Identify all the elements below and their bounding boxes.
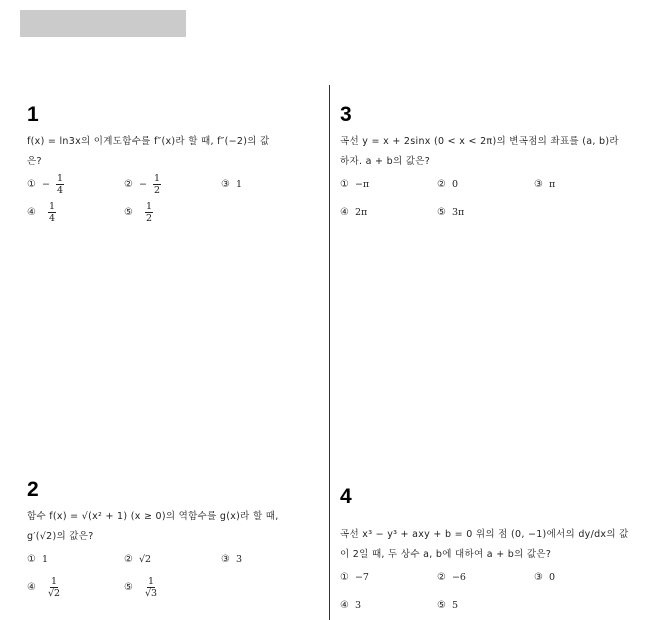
choice-fraction	[48, 201, 56, 224]
question-text-line: 은?	[27, 156, 42, 167]
choice-value: 0	[451, 178, 459, 190]
answer-choice[interactable]	[437, 593, 534, 617]
choice-mark: ③	[534, 178, 543, 190]
choice-mark: ③	[534, 571, 543, 583]
answer-choice[interactable]	[221, 547, 318, 571]
numerator: 1	[153, 172, 160, 184]
answer-choice[interactable]	[534, 565, 631, 589]
answer-choices	[27, 547, 317, 599]
choice-mark: ⑤	[124, 206, 133, 218]
denominator: √3	[144, 587, 158, 599]
question-text	[27, 507, 317, 547]
question-text-line: f(x) = ln3x의 이계도함수를 f″(x)라 할 때, f″(−2)의 값	[27, 136, 270, 147]
choice-mark: ②	[124, 553, 133, 565]
question-text-line: 하자. a + b의 값은?	[340, 156, 431, 167]
choice-value: 3π	[451, 206, 465, 218]
column-divider	[329, 85, 330, 620]
choice-mark: ⑤	[437, 206, 446, 218]
answer-choice[interactable]	[124, 547, 221, 571]
answer-choice[interactable]	[340, 593, 437, 617]
denominator: 4	[48, 212, 56, 224]
choice-value: √2	[138, 553, 152, 565]
denominator: 4	[56, 184, 63, 196]
choice-value: 1	[235, 178, 243, 190]
question-number: 1	[27, 103, 39, 126]
choice-value: −7	[354, 571, 369, 583]
answer-choices	[27, 172, 317, 224]
answer-choice[interactable]	[27, 200, 124, 224]
answer-choice[interactable]	[27, 172, 124, 196]
answer-choice[interactable]	[340, 172, 437, 196]
choice-mark: ④	[340, 599, 349, 611]
choice-mark: ①	[27, 553, 36, 565]
question-text-line: g′(√2)의 값은?	[27, 531, 94, 542]
answer-choice[interactable]	[124, 200, 221, 224]
choice-mark: ②	[124, 178, 133, 190]
question-text-line: 이 2일 때, 두 상수 a, b에 대하여 a + b의 값은?	[340, 549, 552, 560]
answer-choice[interactable]	[340, 565, 437, 589]
choice-mark: ②	[437, 178, 446, 190]
answer-choice[interactable]	[124, 575, 221, 599]
question-text	[340, 525, 630, 565]
numerator: 1	[56, 172, 63, 184]
choice-mark: ④	[340, 206, 349, 218]
choice-mark: ④	[27, 206, 36, 218]
answer-choice[interactable]	[27, 575, 124, 599]
header-placeholder-bar	[20, 10, 186, 37]
question-text-line: 곡선 x³ − y³ + axy + b = 0 위의 점 (0, −1)에서의 dy/dx의 값	[340, 529, 629, 540]
question-number: 2	[27, 478, 39, 501]
choice-value: −6	[451, 571, 466, 583]
denominator: 2	[145, 212, 153, 224]
question-number: 3	[340, 103, 352, 126]
choice-mark: ④	[27, 581, 36, 593]
answer-choice[interactable]	[340, 200, 437, 224]
choice-value: 0	[548, 571, 556, 583]
choice-mark: ⑤	[437, 599, 446, 611]
choice-fraction	[153, 173, 161, 196]
question-1	[27, 103, 317, 224]
choice-value: 3	[235, 553, 243, 565]
choice-fraction	[48, 576, 60, 599]
choice-sign: −	[41, 178, 50, 190]
question-3	[340, 103, 630, 224]
choice-mark: ⑤	[124, 581, 133, 593]
answer-choices	[340, 565, 630, 617]
question-2	[27, 478, 317, 599]
choice-value: −π	[354, 178, 370, 190]
choice-value: 3	[354, 599, 362, 611]
choice-value: 1	[41, 553, 49, 565]
choice-mark: ①	[340, 178, 349, 190]
choice-mark: ②	[437, 571, 446, 583]
choice-sign: −	[138, 178, 147, 190]
question-text-line: 곡선 y = x + 2sinx (0 < x < 2π)의 변곡점의 좌표를 (a, b)라	[340, 136, 619, 147]
numerator: 1	[148, 575, 155, 587]
choice-mark: ③	[221, 553, 230, 565]
question-text	[27, 132, 317, 172]
answer-choice[interactable]	[437, 565, 534, 589]
numerator: 1	[51, 575, 58, 587]
numerator: 1	[145, 200, 153, 212]
answer-choices	[340, 172, 630, 224]
numerator: 1	[48, 200, 56, 212]
choice-mark: ③	[221, 178, 230, 190]
answer-choice[interactable]	[124, 172, 221, 196]
choice-fraction	[56, 173, 64, 196]
question-text-line: 함수 f(x) = √(x² + 1) (x ≥ 0)의 역함수를 g(x)라 할 때,	[27, 511, 279, 522]
choice-mark: ①	[27, 178, 36, 190]
question-4	[340, 485, 630, 617]
choice-fraction	[145, 201, 153, 224]
answer-choice[interactable]	[221, 172, 318, 196]
choice-mark: ①	[340, 571, 349, 583]
answer-choice[interactable]	[27, 547, 124, 571]
answer-choice[interactable]	[437, 172, 534, 196]
answer-choice[interactable]	[534, 172, 631, 196]
choice-value: 5	[451, 599, 459, 611]
answer-choice[interactable]	[437, 200, 534, 224]
choice-fraction	[145, 576, 157, 599]
denominator: √2	[47, 587, 61, 599]
question-number: 4	[340, 485, 352, 508]
question-text	[340, 132, 630, 172]
denominator: 2	[153, 184, 160, 196]
choice-value: π	[548, 178, 556, 190]
choice-value: 2π	[354, 206, 368, 218]
